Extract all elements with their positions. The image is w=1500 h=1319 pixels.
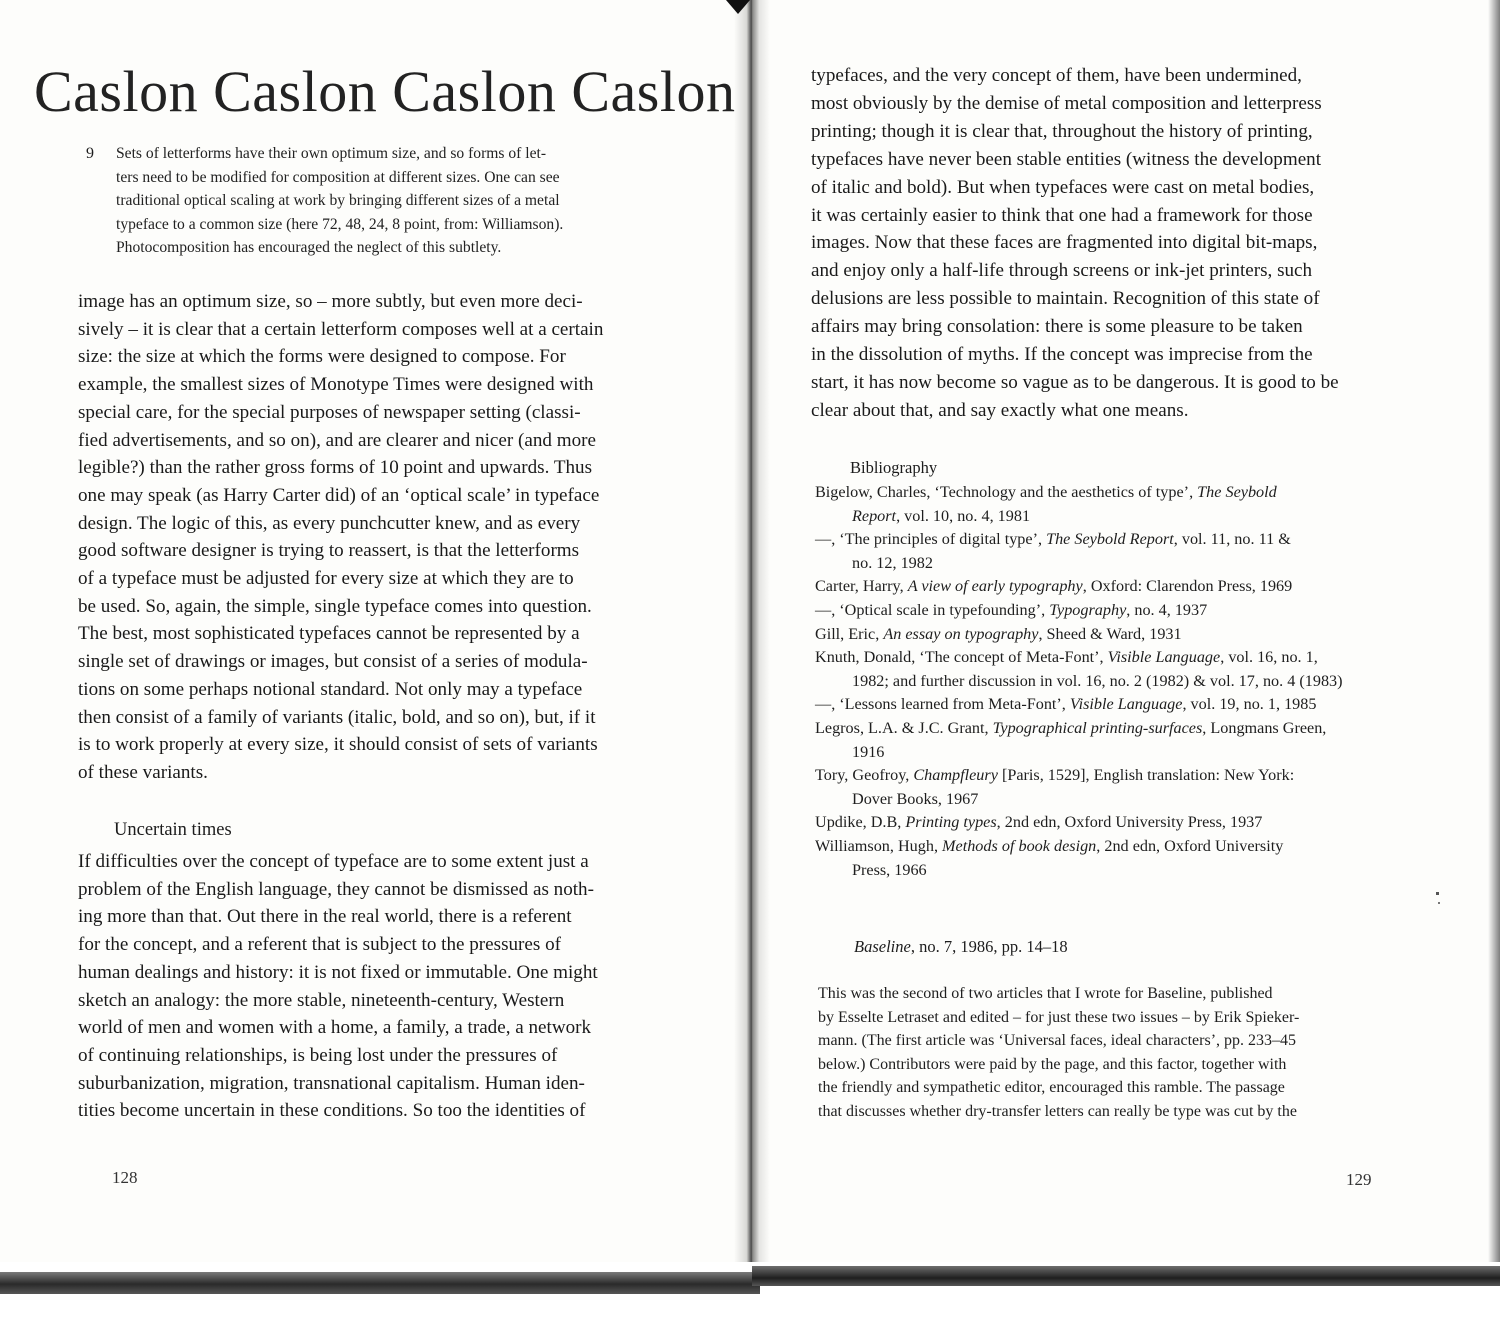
body-line: tions on some perhaps notional standard. Not only may a typeface [78, 678, 583, 700]
body-line: one may speak (as Harry Carter did) of an ‘optical scale’ in typeface [78, 484, 600, 506]
bibliography-entry-continued: Report, vol. 10, no. 4, 1981 [852, 506, 1031, 525]
book-gutter [734, 0, 770, 1286]
body-line: be used. So, again, the simple, single typeface comes into question. [78, 595, 592, 617]
body-line: suburbanization, migration, transnational capitalism. Human iden- [78, 1072, 585, 1094]
body-line: world of men and women with a home, a family, a trade, a network [78, 1017, 592, 1039]
body-line: of italic and bold). But when typefaces were cast on metal bodies, [811, 176, 1315, 198]
caption-line: Photocomposition has encouraged the neglect of this subtlety. [116, 239, 502, 257]
body-line: human dealings and history: it is not fixed or immutable. One might [78, 961, 598, 983]
note-line: This was the second of two articles that I wrote for Baseline, published [818, 985, 1273, 1002]
body-line: sketch an analogy: the more stable, nineteenth-century, Western [78, 989, 565, 1011]
right-body-text [811, 62, 1441, 425]
section-heading: Uncertain times [114, 820, 232, 840]
body-line: of a typeface must be adjusted for every size at which they are to [78, 568, 574, 590]
body-line: it was certainly easier to think that one had a framework for those [811, 204, 1313, 226]
body-line: in the dissolution of myths. If the concept was imprecise from the [811, 344, 1313, 366]
page-number-right: 129 [1346, 1170, 1372, 1189]
bibliography-heading: Bibliography [850, 458, 938, 477]
right-page-edge [1488, 0, 1500, 1290]
body-line: special care, for the special purposes of newspaper setting (classi- [78, 401, 581, 423]
bibliography-entry-continued: 1982; and further discussion in vol. 16, no. 2 (1982) & vol. 17, no. 4 (1983) [852, 671, 1343, 690]
body-line: clear about that, and say exactly what one means. [811, 399, 1189, 421]
right-page-bottom-edge [752, 1266, 1500, 1286]
bibliography-entry-continued: Press, 1966 [852, 860, 927, 879]
note-line: below.) Contributors were paid by the page, and this factor, together with [818, 1055, 1287, 1073]
body-line: legible?) than the rather gross forms of 10 point and upwards. Thus [78, 457, 593, 479]
bibliography-entry-continued: no. 12, 1982 [852, 553, 933, 572]
bibliography-entry-continued: Dover Books, 1967 [852, 789, 979, 808]
page-number-left: 128 [112, 1168, 138, 1187]
body-line: single set of drawings or images, but consist of a series of modula- [78, 651, 588, 673]
body-line: image has an optimum size, so – more subtly, but even more deci- [78, 291, 583, 312]
bibliography-entry: Updike, D.B, Printing types, 2nd edn, Oxford University Press, 1937 [815, 813, 1263, 832]
body-line: design. The logic of this, as every punchcutter knew, and as every [78, 512, 581, 534]
note-line: the friendly and sympathetic editor, encouraged this ramble. The passage [818, 1079, 1285, 1097]
bibliography-entry: Tory, Geofroy, Champfleury [Paris, 1529], English translation: New York: [815, 766, 1295, 785]
body-line: typefaces have never been stable entities (witness the development [811, 148, 1322, 170]
body-line: most obviously by the demise of metal composition and letterpress [811, 92, 1322, 114]
caption-line: traditional optical scaling at work by bringing different sizes of a metal [116, 192, 560, 210]
left-page-bottom-edge [0, 1272, 760, 1294]
note-line: by Esselte Letraset and edited – for just these two issues – by Erik Spieker- [818, 1008, 1300, 1026]
body-line: for the concept, and a referent that is subject to the pressures of [78, 934, 561, 956]
caption-line: ters need to be modified for composition at different sizes. One can see [116, 168, 560, 186]
bibliography-entry: —, ‘Optical scale in typefounding’, Typography, no. 4, 1937 [815, 600, 1208, 619]
caption-line: typeface to a common size (here 72, 48, 24, 8 point, from: Williamson). [116, 215, 564, 233]
scan-speck [1436, 892, 1439, 895]
caption-line: Sets of letterforms have their own optimum size, and so forms of let- [116, 145, 547, 162]
body-line: sively – it is clear that a certain letterform composes well at a certain [78, 318, 604, 340]
body-line: fied advertisements, and so on), and are clearer and nicer (and more [78, 429, 596, 451]
scan-speck [1438, 902, 1440, 904]
body-line: typefaces, and the very concept of them, have been undermined, [811, 65, 1302, 86]
body-line: of these variants. [78, 761, 208, 783]
bibliography-entry: Legros, L.A. & J.C. Grant, Typographical printing-surfaces, Longmans Green, [815, 718, 1327, 737]
body-line: ing more than that. Out there in the real world, there is a referent [78, 906, 572, 928]
bibliography-entry: Williamson, Hugh, Methods of book design, 2nd edn, Oxford University [815, 836, 1284, 855]
figure-caption [116, 142, 701, 260]
body-line: example, the smallest sizes of Monotype Times were designed with [78, 374, 594, 396]
bibliography-list [815, 481, 1455, 882]
body-line: then consist of a family of variants (italic, bold, and so on), but, if it [78, 706, 596, 728]
body-line: is to work properly at every size, it should consist of sets of variants [78, 734, 598, 756]
bibliography-entry: Gill, Eric, An essay on typography, Sheed & Ward, 1931 [815, 624, 1182, 643]
body-line: tities become uncertain in these conditions. So too the identities of [78, 1100, 586, 1122]
body-line: printing; though it is clear that, throughout the history of printing, [811, 120, 1313, 142]
note-line: mann. (The first article was ‘Universal faces, ideal characters’, pp. 233–45 [818, 1032, 1297, 1050]
bibliography-entry-continued: 1916 [852, 742, 885, 761]
body-line: problem of the English language, they cannot be dismissed as noth- [78, 878, 594, 900]
bibliography-entry: —, ‘The principles of digital type’, The Seybold Report, vol. 11, no. 11 & [815, 530, 1291, 549]
specimen-heading: Caslon Caslon Caslon Caslon [34, 59, 736, 124]
left-body-text-2 [78, 848, 698, 1125]
body-line: The best, most sophisticated typefaces cannot be represented by a [78, 623, 580, 645]
body-line: delusions are less possible to maintain. Recognition of this state of [811, 288, 1320, 310]
source-citation: Baseline, no. 7, 1986, pp. 14–18 [854, 937, 1068, 956]
body-line: of continuing relationships, is being lost under the pressures of [78, 1044, 558, 1066]
left-body-text [78, 288, 698, 787]
gutter-bookmark [726, 0, 750, 14]
body-line: start, it has now become so vague as to be dangerous. It is good to be [811, 371, 1339, 393]
bibliography-entry: Carter, Harry, A view of early typography, Oxford: Clarendon Press, 1969 [815, 577, 1293, 596]
bibliography-entry: —, ‘Lessons learned from Meta-Font’, Visible Language, vol. 19, no. 1, 1985 [815, 695, 1317, 714]
body-line: good software designer is trying to reassert, is that the letterforms [78, 540, 580, 562]
body-line: affairs may bring consolation: there is some pleasure to be taken [811, 316, 1303, 338]
body-line: If difficulties over the concept of typeface are to some extent just a [78, 851, 589, 872]
body-line: and enjoy only a half-life through screens or ink-jet printers, such [811, 260, 1313, 282]
editorial-note [818, 982, 1438, 1124]
body-line: size: the size at which the forms were designed to compose. For [78, 346, 566, 368]
bibliography-entry: Bigelow, Charles, ‘Technology and the aesthetics of type’, The Seybold [815, 483, 1277, 501]
note-line: that discusses whether dry-transfer letters can really be type was cut by the [818, 1102, 1297, 1120]
body-line: images. Now that these faces are fragmented into digital bit-maps, [811, 232, 1318, 254]
bibliography-entry: Knuth, Donald, ‘The concept of Meta-Font’, Visible Language, vol. 16, no. 1, [815, 648, 1318, 667]
figure-number: 9 [86, 145, 94, 162]
